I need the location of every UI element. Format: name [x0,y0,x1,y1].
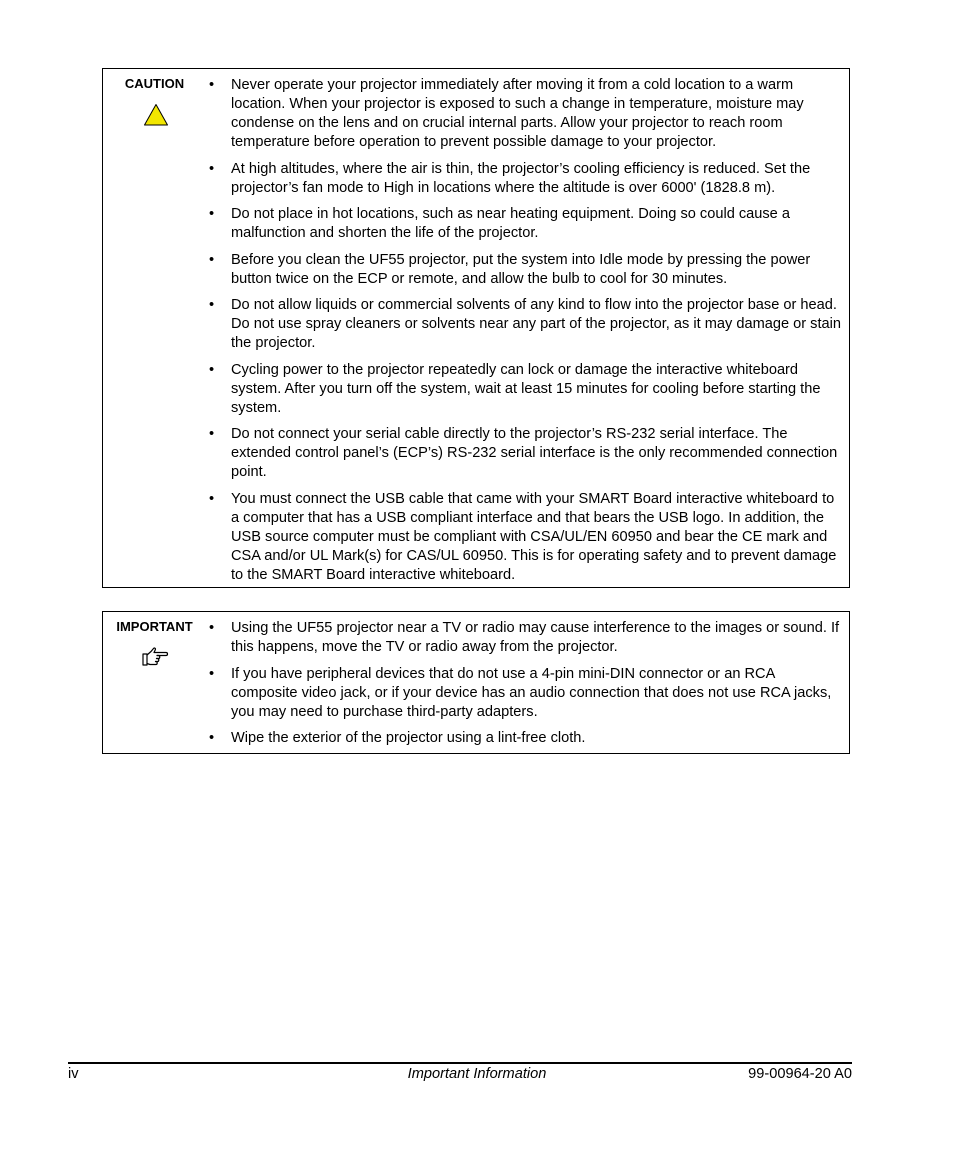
bullet: • [209,297,215,313]
footer-title: Important Information [407,1066,547,1082]
list-item [206,205,843,243]
list-item [206,729,843,748]
list-item-text: Do not connect your serial cable directly to the projector’s RS-232 serial interface. The extended control panel’s (ECP’s) RS-232 serial interface is the only recommended connection point. [231,426,838,480]
list-item-text: Before you clean the UF55 projector, put the system into Idle mode by pressing the power button twice on the ECP or remote, and allow the bulb to cool for 30 minutes. [231,251,811,287]
footer-divider [68,1062,852,1064]
list-item-text: Wipe the exterior of the projector using a lint-free cloth. [231,730,586,746]
bullet: • [209,620,215,636]
bullet: • [209,665,215,682]
document-number: 99-00964-20 A0 [748,1066,852,1082]
list-item [206,76,843,152]
list-item-text: At high altitudes, where the air is thin, the projector’s cooling efficiency is reduced. Set the projector’s fan mode to High in locations where the altitude is over 6000' (1828.8 m). [231,160,811,196]
list-item-text: Do not place in hot locations, such as near heating equipment. Doing so could cause a malfunction and shorten the life of the projector. [231,206,790,241]
list-item [206,619,843,657]
list-item-text: Using the UF55 projector near a TV or radio may cause interference to the images or sound. If this happens, move the TV or radio away from the projector. [231,620,840,655]
list-item-text: Do not allow liquids or commercial solvents of any kind to flow into the projector base or head. Do not use spray cleaners or solvents near any part of the projector, as it may damage or stain the projector. [231,297,842,351]
list-item [206,160,843,198]
bullet: • [209,77,215,93]
list-item [206,425,843,482]
caution-label: CAUTION [124,76,185,91]
bullet: • [209,361,215,378]
list-item [206,296,843,353]
important-label: IMPORTANT [116,619,193,634]
important-notice [102,611,850,754]
list-item-text: Cycling power to the projector repeatedly can lock or damage the interactive whiteboard system. After you turn off the system, wait at least 15 minutes for cooling before starting the system. [231,361,821,416]
bullet: • [209,490,215,507]
list-item-text: If you have peripheral devices that do not use a 4-pin mini-DIN connector or an RCA composite video jack, or if your device has an audio connection that does not use RCA jacks, you may need to purchase third-party adapters. [231,665,832,720]
list-item [206,490,843,585]
list-item [206,665,843,722]
list-item-text: You must connect the USB cable that came with your SMART Board interactive whiteboard to a computer that has a USB compliant interface and that bears the USB logo. In addition, the USB source computer must be compliant with CSA/UL/EN 60950 and bear the CE mark and CSA and/or UL Mark(s) for CAS/UL 60950. This is for operating safety and to prevent damage to the SMART Board interactive whiteboard. [231,490,837,583]
bullet: • [209,730,215,746]
bullet: • [209,426,215,442]
list-item-text: Never operate your projector immediately after moving it from a cold location to a warm location. When your projector is exposed to such a change in temperature, moisture may condense on the lens and on crucial internal parts. Allow your projector to reach room temperature before operation to prevent possible damage to your projector. [231,77,804,150]
pointing-hand-icon [141,646,169,668]
list-item [206,361,843,418]
page-number: iv [68,1066,79,1082]
important-list [206,619,843,756]
caution-notice [102,68,850,588]
bullet: • [209,160,215,177]
bullet: • [209,251,215,268]
bullet: • [209,206,215,222]
caution-list [206,76,843,592]
list-item [206,251,843,289]
warning-triangle-icon [143,103,169,127]
